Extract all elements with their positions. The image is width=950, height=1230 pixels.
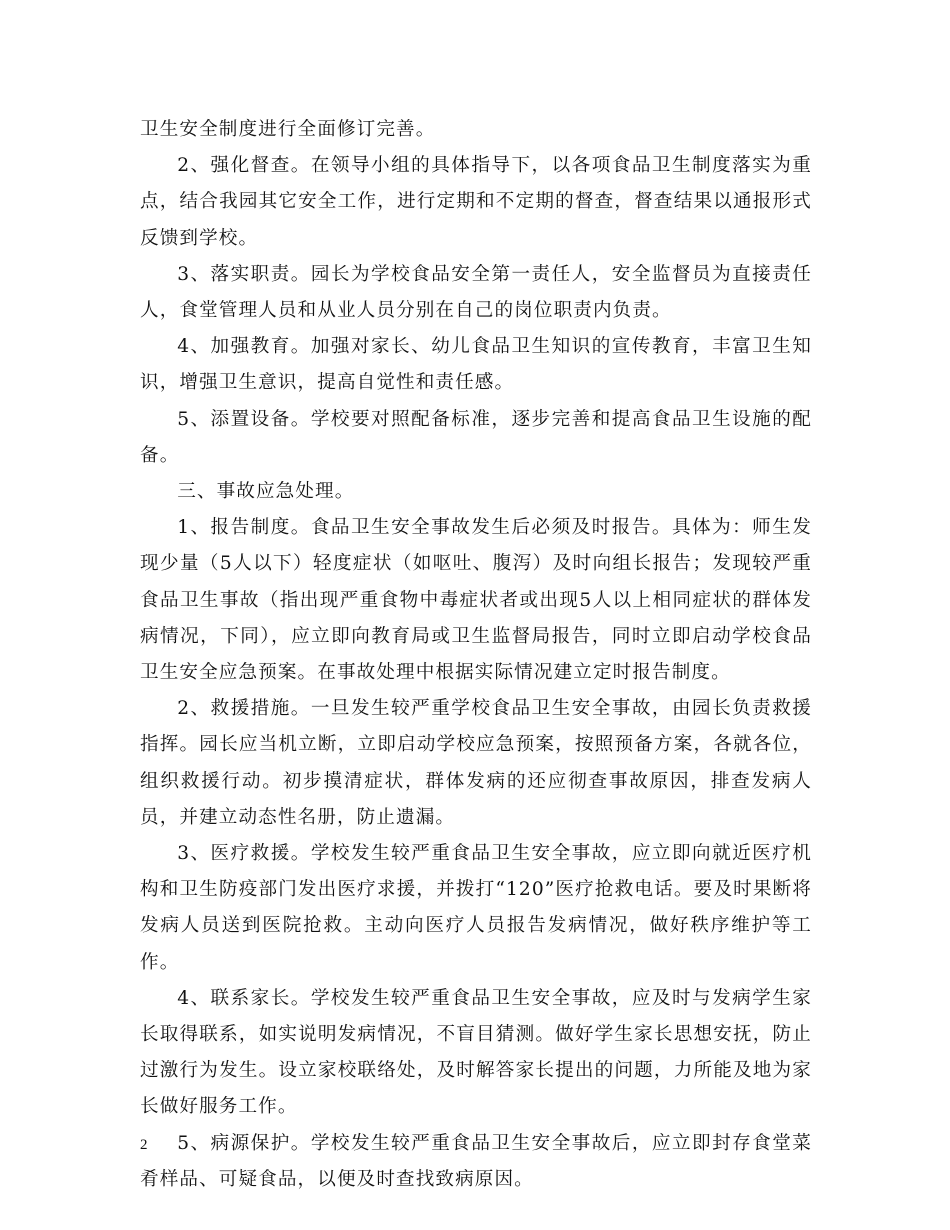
section-heading: 三、事故应急处理。 xyxy=(177,481,355,503)
paragraph: 5、添置设备。学校要对照配备标准，逐步完善和提高食品卫生设施的配备。 xyxy=(140,408,812,466)
paragraph: 4、加强教育。加强对家长、幼儿食品卫生知识的宣传教育，丰富卫生知识，增强卫生意识，提高自觉性和责任感。 xyxy=(140,336,812,394)
paragraph: 5、病源保护。学校发生较严重食品卫生安全事故后，应立即封存食堂菜肴样品、可疑食品，以便及时查找致病原因。 xyxy=(140,1132,812,1190)
page-number: 2 xyxy=(140,1137,148,1153)
paragraph: 1、报告制度。食品卫生安全事故发生后必须及时报告。具体为：师生发现少量（5人以下）轻度症状（如呕吐、腹泻）及时向组长报告；发现较严重食品卫生事故（指出现严重食物中毒症状者或出现5人以上相同症状的群体发病情况，下同），应立即向教育局或卫生监督局报告，同时立即启动学校食品卫生安全应急预案。在事故处理中根据实际情况建立定时报告制度。 xyxy=(140,517,812,684)
paragraph: 卫生安全制度进行全面修订完善。 xyxy=(140,119,436,140)
paragraph: 3、医疗救援。学校发生较严重食品卫生安全事故，应立即向就近医疗机构和卫生防疫部门发出医疗求援，并拨打“120”医疗抢救电话。要及时果断将发病人员送到医院抢救。主动向医疗人员报告发病情况，做好秩序维护等工作。 xyxy=(140,843,812,973)
paragraph: 2、救援措施。一旦发生较严重学校食品卫生安全事故，由园长负责救援指挥。园长应当机立断，立即启动学校应急预案，按照预备方案，各就各位，组织救援行动。初步摸清症状，群体发病的还应彻查事故原因，排查发病人员，并建立动态性名册，防止遗漏。 xyxy=(140,698,812,828)
paragraph: 2、强化督查。在领导小组的具体指导下，以各项食品卫生制度落实为重点，结合我园其它安全工作，进行定期和不定期的督查，督查结果以通报形式反馈到学校。 xyxy=(140,155,812,249)
paragraph: 4、联系家长。学校发生较严重食品卫生安全事故，应及时与发病学生家长取得联系，如实说明发病情况，不盲目猜测。做好学生家长思想安抚，防止过激行为发生。设立家校联络处，及时解答家长提出的问题，力所能及地为家长做好服务工作。 xyxy=(140,987,812,1118)
paragraph: 3、落实职责。园长为学校食品安全第一责任人，安全监督员为直接责任人，食堂管理人员和从业人员分别在自己的岗位职责内负责。 xyxy=(140,263,812,322)
document-body xyxy=(140,112,812,1198)
